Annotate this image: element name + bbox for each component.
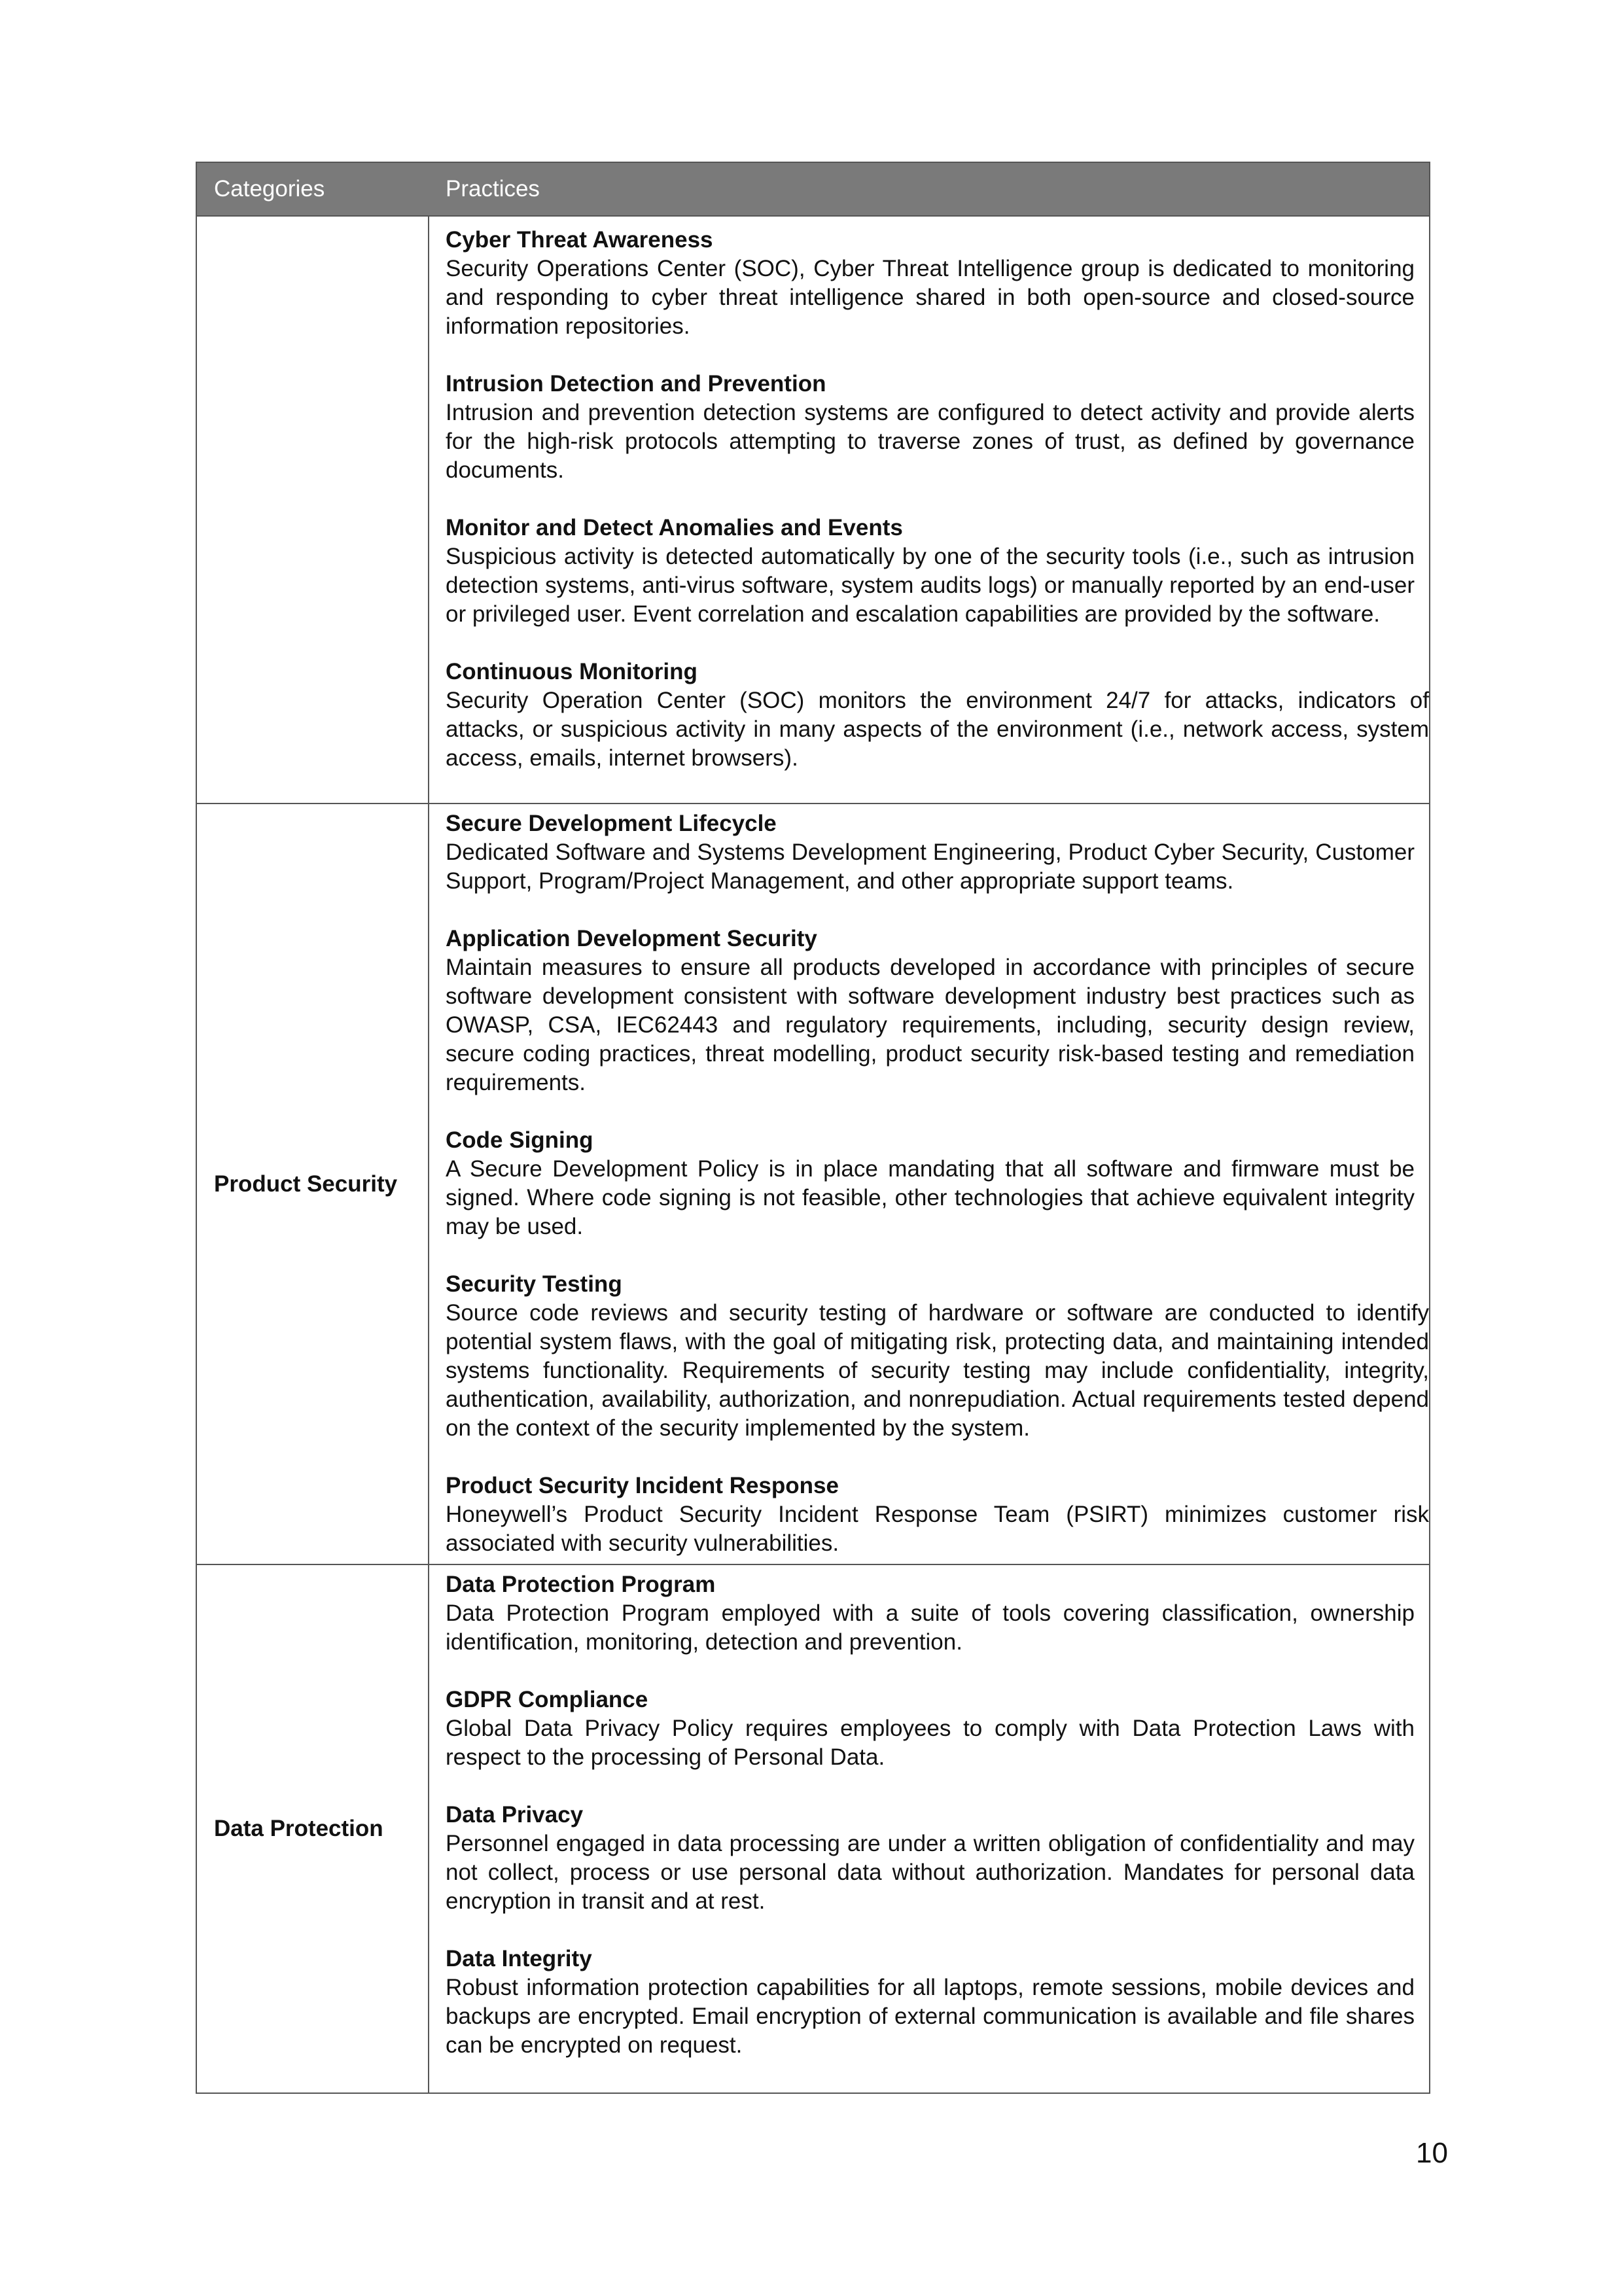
practice-description: Intrusion and prevention detection systems are configured to detect activity and provide alerts for the high-risk protocols attempting to traverse zones of trust, as defined by governance documents. — [446, 400, 1415, 483]
table-row — [197, 1565, 1429, 2093]
practice-item — [446, 925, 1429, 1097]
practice-description: Honeywell’s Product Security Incident Response Team (PSIRT) minimizes customer risk associated with security vulnerabilities. — [446, 1502, 1429, 1556]
table-row — [197, 217, 1429, 804]
practice-description: Suspicious activity is detected automatically by one of the security tools (i.e., such as intrusion detection systems, anti-virus software, system audits logs) or manually reported by an end-user or privileged user. Event correlation and escalation capabilities are provided by the software. — [446, 544, 1415, 627]
page-number: 10 — [1416, 2137, 1448, 2169]
practice-title: Application Development Security — [446, 926, 817, 951]
practice-title: Secure Development Lifecycle — [446, 811, 777, 836]
practice-item — [446, 1945, 1429, 2060]
practice-description: Source code reviews and security testing of hardware or software are conducted to identify potential system flaws, with the goal of mitigating risk, protecting data, and maintaining intended systems functionality. Requirements of security testing may include confidentiality, integrity, authentication, availability, authorization, and nonrepudiation. Actual requirements tested depend on the context of the security implemented by the system. — [446, 1300, 1429, 1441]
practice-description: Robust information protection capabilities for all laptops, remote sessions, mobile devices and backups are encrypted. Email encryption of external communication is available and file shares can be encrypted on request. — [446, 1975, 1415, 2058]
category-cell — [197, 217, 428, 803]
practice-title: Intrusion Detection and Prevention — [446, 371, 826, 397]
header-categories: Categories — [214, 176, 325, 202]
table-header — [197, 163, 1429, 217]
practice-item — [446, 1472, 1429, 1558]
practice-title: Cyber Threat Awareness — [446, 227, 713, 253]
practice-item — [446, 226, 1429, 341]
practice-title: GDPR Compliance — [446, 1687, 648, 1712]
table-row — [197, 804, 1429, 1565]
practice-item — [446, 658, 1429, 773]
practice-description: Data Protection Program employed with a suite of tools covering classification, ownership identification, monitoring, detection and prevention. — [446, 1600, 1415, 1655]
header-practices: Practices — [446, 176, 540, 202]
practices-table — [196, 162, 1430, 2094]
practice-description: Security Operation Center (SOC) monitors the environment 24/7 for attacks, indicators of attacks, or suspicious activity in many aspects of the environment (i.e., network access, system access, emails, internet browsers). — [446, 688, 1429, 771]
practice-title: Monitor and Detect Anomalies and Events — [446, 515, 903, 540]
practice-item — [446, 1126, 1429, 1241]
practice-item — [446, 1270, 1429, 1443]
practice-title: Code Signing — [446, 1127, 593, 1153]
practices-cell — [446, 1570, 1429, 2089]
practice-item — [446, 514, 1429, 629]
category-cell: Data Protection — [214, 1816, 383, 1841]
practices-cell — [446, 226, 1429, 802]
practice-description: A Secure Development Policy is in place mandating that all software and firmware must be signed. Where code signing is not feasible, other technologies that achieve equivalent integrity may be used. — [446, 1156, 1415, 1239]
practice-title: Security Testing — [446, 1271, 622, 1297]
practice-title: Data Integrity — [446, 1946, 592, 1971]
practices-cell — [446, 809, 1429, 1587]
practice-title: Data Privacy — [446, 1802, 584, 1828]
practice-title: Data Protection Program — [446, 1572, 716, 1597]
practice-description: Maintain measures to ensure all products developed in accordance with principles of secure software development consistent with software development industry best practices such as OWASP, CSA, IEC62443 and regulatory requirements, including, security design review, secure coding practices, threat modelling, product security risk-based testing and remediation requirements. — [446, 955, 1415, 1095]
practice-title: Product Security Incident Response — [446, 1473, 839, 1498]
category-cell: Product Security — [214, 1171, 398, 1197]
practice-title: Continuous Monitoring — [446, 659, 697, 684]
practice-description: Global Data Privacy Policy requires employees to comply with Data Protection Laws with respect to the processing of Personal Data. — [446, 1716, 1415, 1770]
practice-description: Security Operations Center (SOC), Cyber Threat Intelligence group is dedicated to monitoring and responding to cyber threat intelligence shared in both open-source and closed-source information repositories. — [446, 256, 1415, 339]
practice-item — [446, 370, 1429, 485]
practice-description: Dedicated Software and Systems Development Engineering, Product Cyber Security, Customer Support, Program/Project Management, and other appropriate support teams. — [446, 839, 1415, 894]
practice-item — [446, 1686, 1429, 1772]
practice-item — [446, 1801, 1429, 1916]
practice-description: Personnel engaged in data processing are under a written obligation of confidentiality and may not collect, process or use personal data without authorization. Mandates for personal data encryption in transit and at rest. — [446, 1831, 1415, 1914]
practice-item — [446, 1570, 1429, 1657]
practice-item — [446, 809, 1429, 896]
